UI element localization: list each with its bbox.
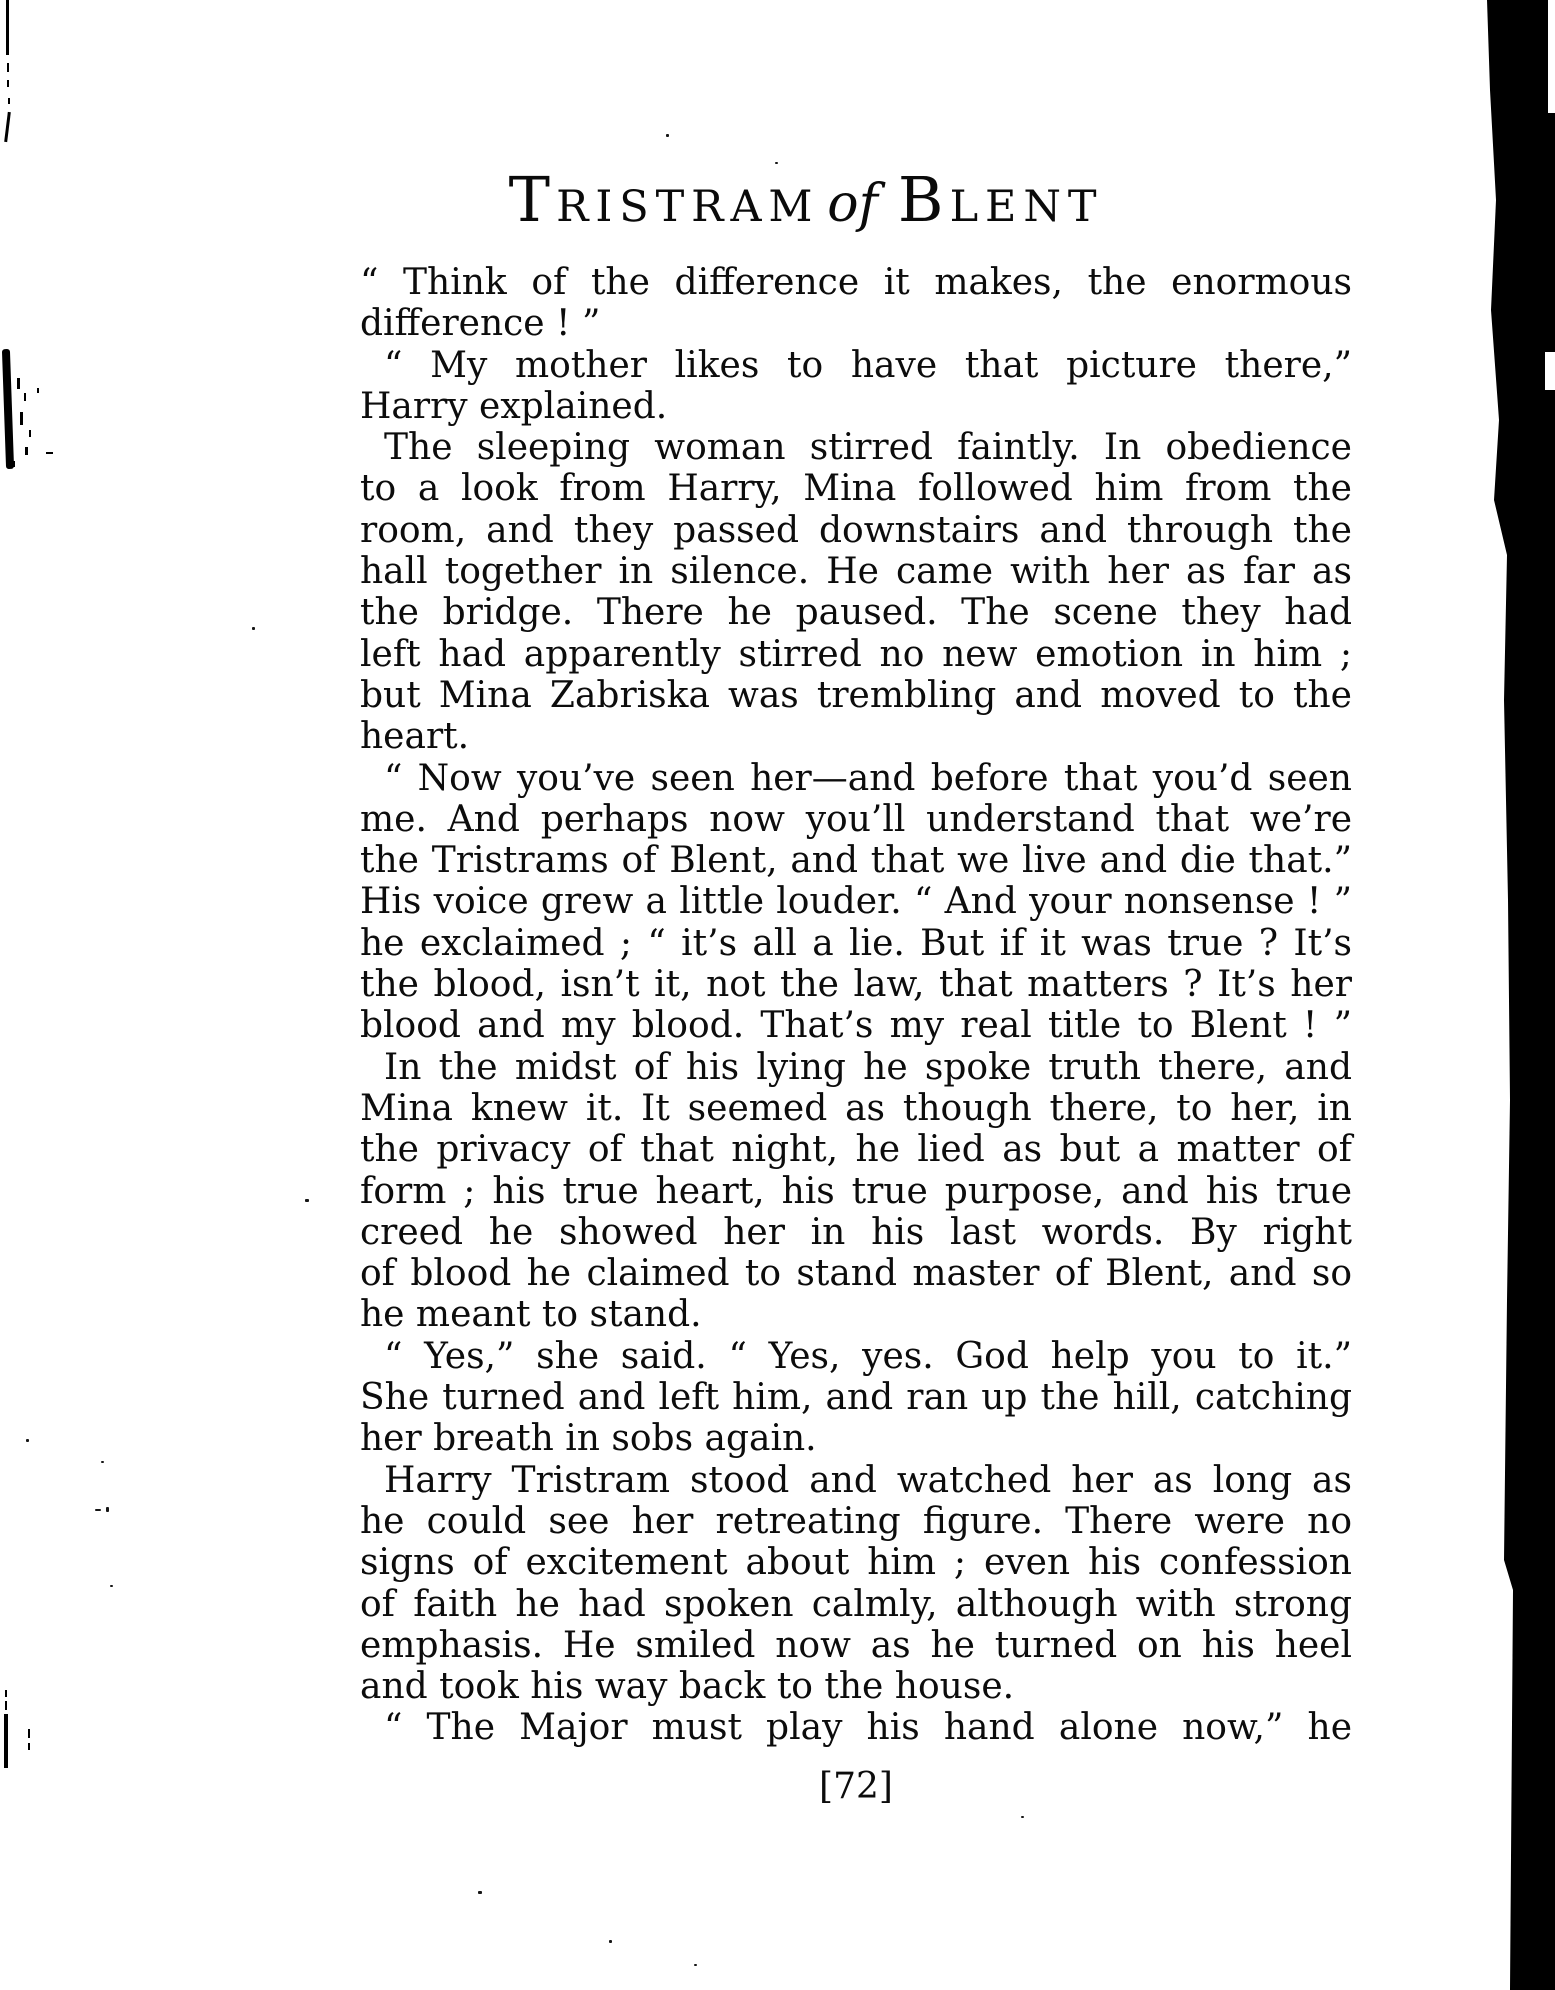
scan-mark bbox=[17, 378, 20, 389]
text-line: blood and my blood. That’s my real title to Blent ! ” bbox=[360, 1005, 1352, 1047]
text-line: me. And perhaps now you’ll understand that we’re bbox=[360, 798, 1352, 840]
text-line: “ Yes,” she said. “ Yes, yes. God help you to it.” bbox=[384, 1335, 1352, 1377]
text-line: “ My mother likes to have that picture there,” bbox=[384, 344, 1352, 386]
text-line: her breath in sobs again. bbox=[360, 1418, 817, 1460]
text-line: and took his way back to the house. bbox=[360, 1666, 1015, 1708]
text-line: emphasis. He smiled now as he turned on his heel bbox=[360, 1624, 1352, 1666]
text-line: In the midst of his lying he spoke truth there, and bbox=[384, 1046, 1352, 1088]
text-line: form ; his true heart, his true purpose, and his true bbox=[360, 1170, 1352, 1212]
text-line: “ Think of the difference it makes, the enormous bbox=[360, 262, 1352, 303]
scan-mark bbox=[28, 1729, 30, 1738]
scan-mark bbox=[4, 112, 11, 142]
page-number: [72] bbox=[819, 1766, 893, 1807]
text-line: She turned and left him, and ran up the hill, catching bbox=[360, 1377, 1352, 1419]
text-line: His voice grew a little louder. “ And your nonsense ! ” bbox=[360, 881, 1352, 923]
scan-mark bbox=[5, 1690, 7, 1697]
text-line: heart. bbox=[360, 716, 470, 758]
scan-mark bbox=[29, 430, 31, 437]
text-line: the blood, isn’t it, not the law, that matters ? It’s her bbox=[360, 964, 1352, 1006]
scan-mark bbox=[13, 461, 15, 467]
text-line: of blood he claimed to stand master of Blent, and so bbox=[360, 1253, 1352, 1295]
text-line: The sleeping woman stirred faintly. In obedience bbox=[384, 427, 1352, 469]
speck bbox=[106, 1507, 109, 1512]
scan-white-sliver bbox=[1545, 352, 1555, 390]
scan-blot bbox=[2, 349, 14, 469]
scan-white-sliver bbox=[1548, 0, 1555, 113]
text-block bbox=[360, 262, 1352, 1749]
scan-mark bbox=[28, 1743, 30, 1750]
text-line: but Mina Zabriska was trembling and moved to the bbox=[360, 674, 1352, 716]
text-line: signs of excitement about him ; even his confession bbox=[360, 1542, 1352, 1584]
scan-mark bbox=[6, 0, 9, 55]
scan-mark bbox=[7, 80, 9, 87]
scan-mark bbox=[8, 98, 10, 104]
text-line: Harry explained. bbox=[360, 385, 668, 427]
speck bbox=[26, 1439, 29, 1442]
title-word-blent: BLENT bbox=[897, 163, 1104, 236]
title-of: of bbox=[827, 174, 878, 234]
speck bbox=[252, 627, 255, 630]
text-line: room, and they passed downstairs and through the bbox=[360, 509, 1352, 551]
scan-mark bbox=[7, 63, 9, 72]
text-line: to a look from Harry, Mina followed him from the bbox=[360, 468, 1352, 510]
speck bbox=[101, 1461, 104, 1463]
scan-mark bbox=[25, 447, 28, 455]
text-line: the privacy of that night, he lied as but a matter of bbox=[360, 1129, 1352, 1171]
scan-gutter-band bbox=[1480, 0, 1555, 1990]
scan-mark bbox=[5, 1701, 7, 1710]
speck bbox=[305, 1199, 309, 1202]
text-line: creed he showed her in his last words. By right bbox=[360, 1211, 1352, 1253]
text-line: hall together in silence. He came with her as far as bbox=[360, 551, 1352, 593]
speck bbox=[609, 1940, 612, 1943]
speck bbox=[110, 1585, 113, 1587]
text-line: Mina knew it. It seemed as though there, to her, in bbox=[360, 1087, 1352, 1129]
text-line: “ The Major must play his hand alone now,” he bbox=[384, 1707, 1352, 1749]
text-line: he meant to stand. bbox=[360, 1294, 702, 1336]
text-line: the Tristrams of Blent, and that we live and die that.” bbox=[360, 840, 1352, 882]
speck bbox=[775, 162, 778, 164]
text-line: “ Now you’ve seen her—and before that you’d seen bbox=[384, 757, 1352, 799]
speck bbox=[694, 1964, 697, 1966]
speck bbox=[666, 134, 669, 137]
text-line: the bridge. There he paused. The scene they had bbox=[360, 592, 1352, 634]
scan-mark bbox=[4, 1714, 8, 1768]
text-line: difference ! ” bbox=[360, 303, 601, 345]
title-word-tristram: TRISTRAM bbox=[508, 163, 820, 236]
text-line: Harry Tristram stood and watched her as long as bbox=[384, 1459, 1352, 1501]
speck bbox=[1021, 1816, 1024, 1818]
book-title bbox=[509, 163, 1104, 236]
text-line: of faith he had spoken calmly, although with strong bbox=[360, 1583, 1352, 1625]
scan-mark bbox=[46, 452, 53, 454]
scan-mark bbox=[37, 388, 39, 393]
speck bbox=[95, 1509, 101, 1511]
text-line: he could see her retreating figure. There were no bbox=[360, 1500, 1352, 1542]
scan-mark bbox=[20, 412, 23, 425]
text-line: he exclaimed ; “ it’s all a lie. But if it was true ? It’s bbox=[360, 922, 1352, 964]
scan-mark bbox=[24, 393, 26, 401]
speck bbox=[478, 1891, 482, 1894]
text-line: left had apparently stirred no new emotion in him ; bbox=[360, 633, 1352, 675]
